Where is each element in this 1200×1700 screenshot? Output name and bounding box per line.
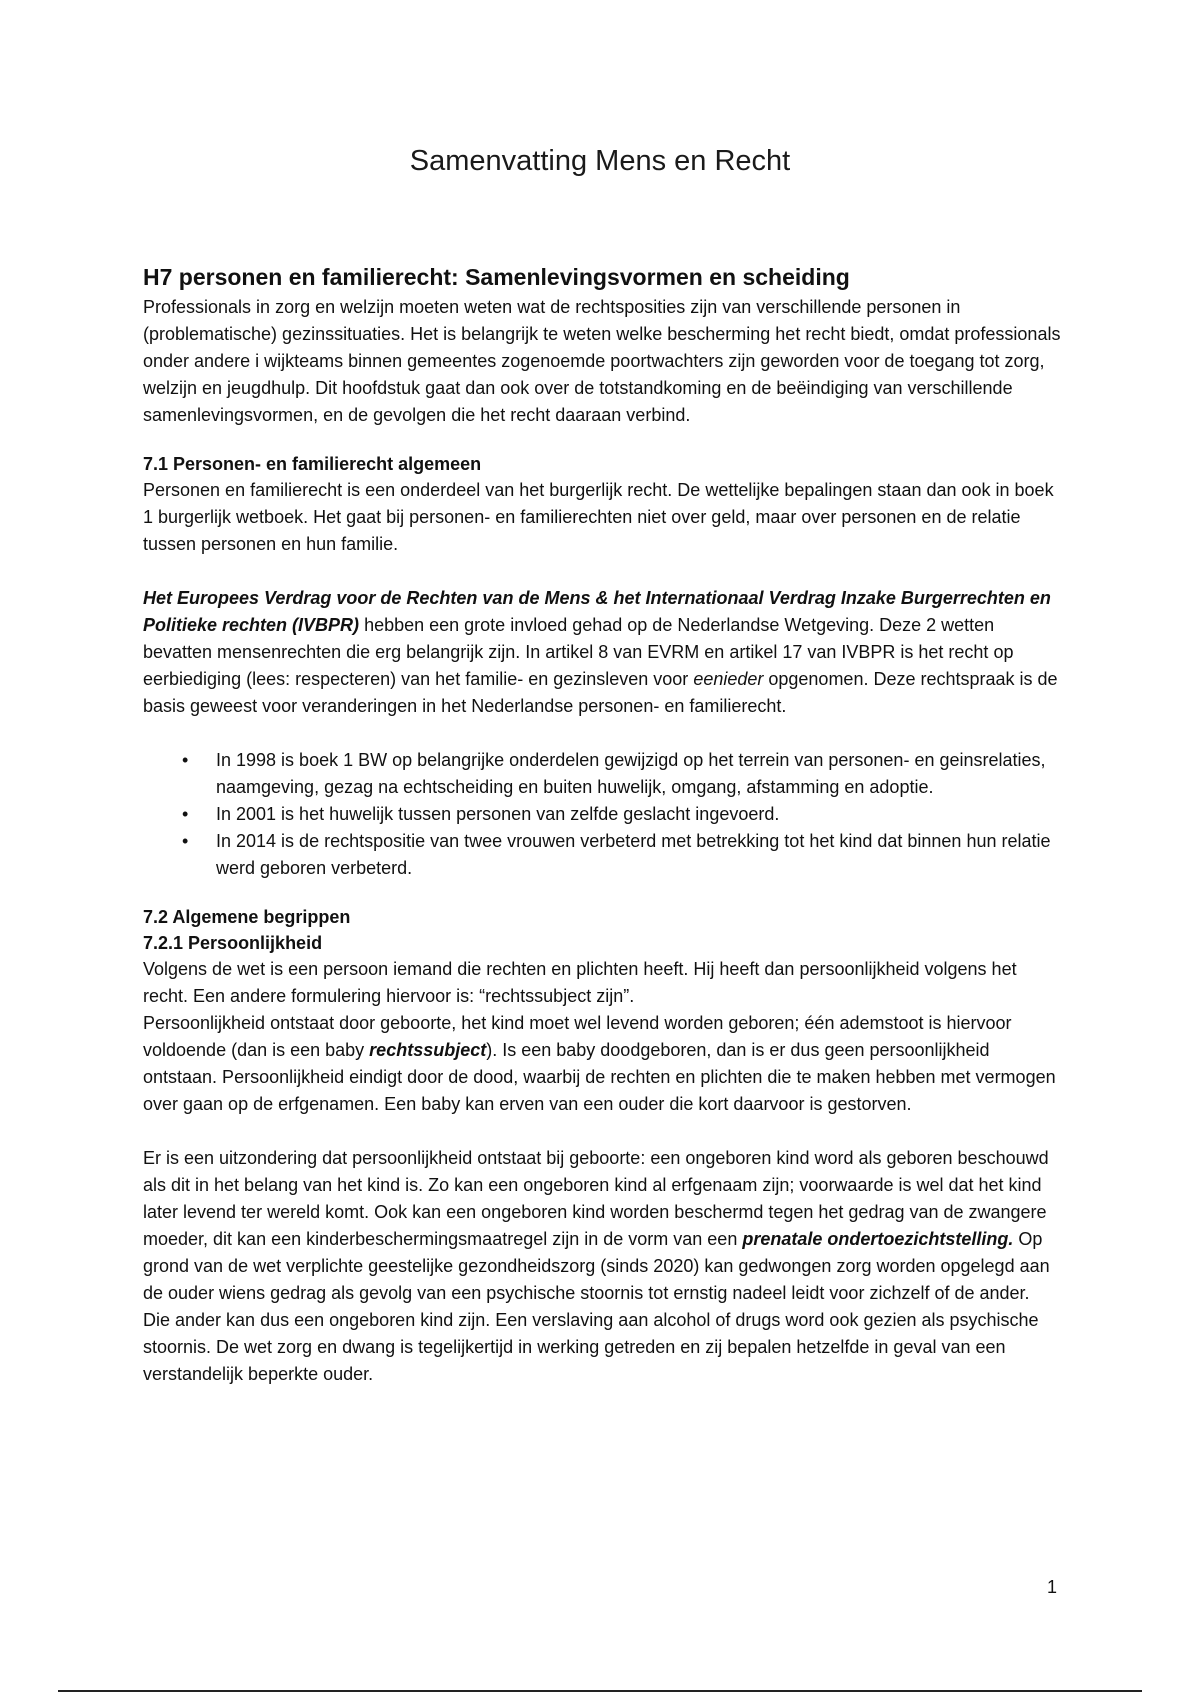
persoonlijkheid-paragraph	[143, 1010, 1061, 1118]
chapter-heading: H7 personen en familierecht: Samenlevingsvormen en scheiding	[143, 264, 850, 290]
document-body	[143, 262, 1061, 1388]
bottom-rule	[58, 1690, 1142, 1692]
treaty-emphasis: Het Europees Verdrag voor de Rechten van de Mens & het Internationaal Verdrag Inzake Burgerrechten en Politieke rechten (IVBPR)	[143, 588, 1051, 635]
exception-text-b: Op grond van de wet verplichte geestelijke gezondheidszorg (sinds 2020) kan gedwongen zorg worden opgelegd aan de ouder wiens gedrag als gevolg van een psychische stoornis tot ernstig nadeel leidt voor zichzelf of de ander. Die ander kan dus een ongeboren kind zijn. Een verslaving aan alcohol of drugs word ook gezien als psychische stoornis. De wet zorg en dwang is tegelijkertijd in werking getreden en zij bepalen hetzelfde in geval van een verstandelijk beperkte ouder.	[143, 1229, 1050, 1384]
persoonlijkheid-definition: Volgens de wet is een persoon iemand die rechten en plichten heeft. Hij heeft dan persoonlijkheid volgens het recht. Een andere formulering hiervoor is: “rechtssubject zijn”.	[143, 959, 1017, 1006]
bullet-item: • In 2014 is de rechtspositie van twee vrouwen verbeterd met betrekking tot het kind dat binnen hun relatie werd geboren verbeterd.	[216, 828, 1061, 882]
treaty-italic: eenieder	[693, 669, 764, 689]
section-7-2-heading: 7.2 Algemene begrippen	[143, 907, 351, 927]
legislation-bullet-list	[143, 747, 1061, 882]
section-7-1-heading: 7.1 Personen- en familierecht algemeen	[143, 454, 482, 474]
section-7-2-1-heading: 7.2.1 Persoonlijkheid	[143, 933, 323, 953]
rechtssubject-emphasis: rechtssubject	[369, 1040, 487, 1060]
page-number: 1	[1046, 1577, 1057, 1597]
treaty-text-2: opgenomen. Deze rechtspraak is de basis geweest voor veranderingen in het Nederlandse personen- en familierecht.	[143, 669, 1058, 716]
bullet-item: • In 2001 is het huwelijk tussen personen van zelfde geslacht ingevoerd.	[216, 801, 1061, 828]
treaty-text-1: hebben een grote invloed gehad op de Nederlandse Wetgeving. Deze 2 wetten bevatten mensenrechten die erg belangrijk zijn. In artikel 8 van EVRM en artikel 17 van IVBPR is het recht op eerbiediging (lees: respecteren) van het familie- en gezinsleven voor	[143, 615, 1014, 689]
persoonlijkheid-text-b: ). Is een baby doodgeboren, dan is er dus geen persoonlijkheid ontstaan. Persoonlijkheid eindigt door de dood, waarbij de rechten en plichten die te maken hebben met vermogen over gaan op de erfgenamen. Een baby kan erven van een ouder die kort daarvoor is gestorven.	[143, 1040, 1056, 1114]
document-title: Samenvatting Mens en Recht	[409, 145, 791, 177]
bullet-item: • In 1998 is boek 1 BW op belangrijke onderdelen gewijzigd op het terrein van personen- en geinsrelaties, naamgeving, gezag na echtscheiding en buiten huwelijk, omgang, afstamming en adoptie.	[216, 747, 1061, 801]
exception-text-a: Er is een uitzondering dat persoonlijkheid ontstaat bij geboorte: een ongeboren kind word als geboren beschouwd als dit in het belang van het kind is. Zo kan een ongeboren kind al erfgenaam zijn; voorwaarde is wel dat het kind later levend ter wereld komt. Ook kan een ongeboren kind worden beschermd tegen het gedrag van de zwangere moeder, dit kan een kinderbeschermingsmaatregel zijn in de vorm van een	[143, 1148, 1049, 1249]
section-7-1-paragraph: Personen en familierecht is een onderdeel van het burgerlijk recht. De wettelijke bepalingen staan dan ook in boek 1 burgerlijk wetboek. Het gaat bij personen- en familierechten niet over geld, maar over personen en de relatie tussen personen en hun familie.	[143, 480, 1054, 554]
exception-paragraph	[143, 1145, 1061, 1388]
prenatale-emphasis: prenatale ondertoezichtstelling.	[742, 1229, 1014, 1249]
persoonlijkheid-text-a: Persoonlijkheid ontstaat door geboorte, het kind moet wel levend worden geboren; één ademstoot is hiervoor voldoende (dan is een baby	[143, 1013, 1012, 1060]
treaty-paragraph	[143, 585, 1061, 720]
chapter-intro-paragraph: Professionals in zorg en welzijn moeten weten wat de rechtsposities zijn van verschillende personen in (problematische) gezinssituaties. Het is belangrijk te weten welke bescherming het recht biedt, omdat professionals onder andere i wijkteams binnen gemeentes zogenoemde poortwachters zijn geworden voor de toegang tot zorg, welzijn en jeugdhulp. Dit hoofdstuk gaat dan ook over de totstandkoming en de beëindiging van verschillende samenlevingsvormen, en de gevolgen die het recht daaraan verbind.	[143, 297, 1061, 425]
